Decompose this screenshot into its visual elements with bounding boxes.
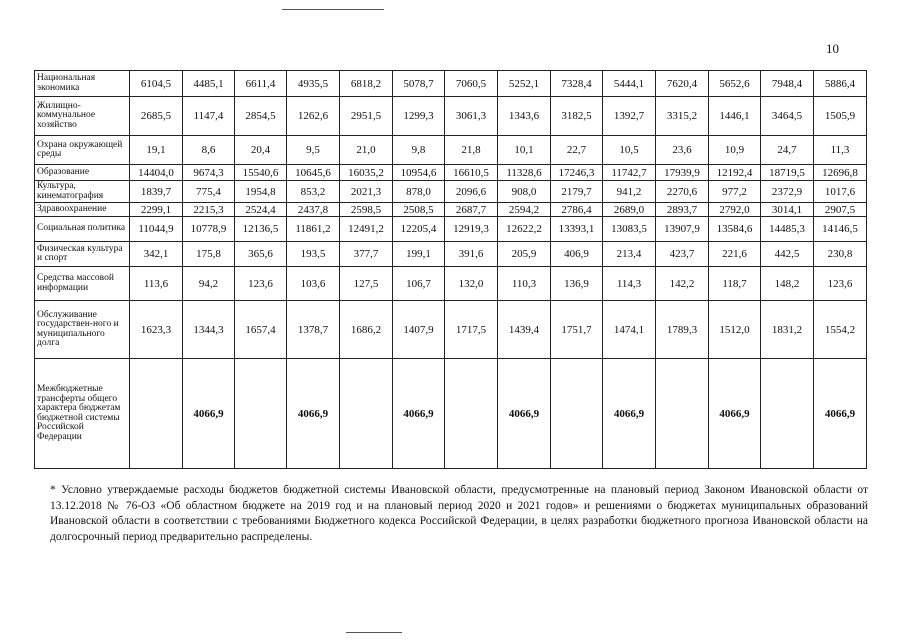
table-cell: 1512,0: [709, 301, 761, 359]
table-cell: 1446,1: [709, 97, 761, 136]
table-cell: 2792,0: [709, 203, 761, 217]
table-cell: 342,1: [130, 242, 183, 267]
table-cell: 5252,1: [498, 71, 551, 97]
table-cell: 205,9: [498, 242, 551, 267]
table-cell: 2179,7: [551, 181, 603, 203]
table-cell: 12622,2: [498, 217, 551, 242]
top-divider: [282, 9, 384, 10]
table-cell: 1717,5: [445, 301, 498, 359]
table-cell: 10,1: [498, 136, 551, 165]
table-cell: 110,3: [498, 267, 551, 301]
table-cell: 442,5: [761, 242, 814, 267]
table-cell: 1623,3: [130, 301, 183, 359]
table-cell: 15540,6: [235, 165, 287, 181]
table-cell: [551, 359, 603, 469]
table-cell: 13584,6: [709, 217, 761, 242]
table-cell: 2215,3: [183, 203, 235, 217]
row-label: Средства массовой информации: [35, 267, 130, 301]
table-cell: 18719,5: [761, 165, 814, 181]
row-label: Социальная политика: [35, 217, 130, 242]
table-cell: 106,7: [393, 267, 445, 301]
table-row: [35, 181, 867, 203]
table-cell: 2786,4: [551, 203, 603, 217]
table-cell: 21,0: [340, 136, 393, 165]
table-cell: 3464,5: [761, 97, 814, 136]
table-cell: 11742,7: [603, 165, 656, 181]
table-cell: 2598,5: [340, 203, 393, 217]
table-cell: 1686,2: [340, 301, 393, 359]
table-cell: 2270,6: [656, 181, 709, 203]
table-cell: 11044,9: [130, 217, 183, 242]
table-cell: 7060,5: [445, 71, 498, 97]
table-cell: 148,2: [761, 267, 814, 301]
table-cell: 4066,9: [183, 359, 235, 469]
table-cell: 1262,6: [287, 97, 340, 136]
table-body: [35, 71, 867, 469]
table-cell: 103,6: [287, 267, 340, 301]
table-cell: 1831,2: [761, 301, 814, 359]
table-cell: 377,7: [340, 242, 393, 267]
table-cell: 16610,5: [445, 165, 498, 181]
table-cell: 17246,3: [551, 165, 603, 181]
table-cell: 5652,6: [709, 71, 761, 97]
table-row: [35, 242, 867, 267]
table-cell: 406,9: [551, 242, 603, 267]
table-cell: 2437,8: [287, 203, 340, 217]
table-cell: 23,6: [656, 136, 709, 165]
table-cell: [656, 359, 709, 469]
table-cell: 1378,7: [287, 301, 340, 359]
table-row: [35, 301, 867, 359]
row-label: Национальная экономика: [35, 71, 130, 97]
row-label: Обслуживание государствен-ного и муниципального долга: [35, 301, 130, 359]
table-cell: 1554,2: [814, 301, 867, 359]
table-cell: 10778,9: [183, 217, 235, 242]
table-cell: 11,3: [814, 136, 867, 165]
table-cell: 4066,9: [393, 359, 445, 469]
table-cell: 2372,9: [761, 181, 814, 203]
row-label: Физическая культура и спорт: [35, 242, 130, 267]
table-cell: 423,7: [656, 242, 709, 267]
table-cell: 1147,4: [183, 97, 235, 136]
table-cell: 5886,4: [814, 71, 867, 97]
table-cell: 2299,1: [130, 203, 183, 217]
table-cell: 3061,3: [445, 97, 498, 136]
table-cell: 213,4: [603, 242, 656, 267]
table-cell: 6818,2: [340, 71, 393, 97]
table-cell: 1439,4: [498, 301, 551, 359]
table-cell: 1954,8: [235, 181, 287, 203]
row-label: Культура, кинематография: [35, 181, 130, 203]
table-cell: 221,6: [709, 242, 761, 267]
table-cell: 136,9: [551, 267, 603, 301]
table-cell: 14404,0: [130, 165, 183, 181]
table-cell: 13083,5: [603, 217, 656, 242]
table-row: [35, 359, 867, 469]
table-cell: 908,0: [498, 181, 551, 203]
table-cell: 14485,3: [761, 217, 814, 242]
table-cell: 3182,5: [551, 97, 603, 136]
table-cell: 1789,3: [656, 301, 709, 359]
table-row: [35, 165, 867, 181]
table-cell: 775,4: [183, 181, 235, 203]
table-cell: 24,7: [761, 136, 814, 165]
table-cell: 7948,4: [761, 71, 814, 97]
table-cell: 1343,6: [498, 97, 551, 136]
table-cell: 2524,4: [235, 203, 287, 217]
table-cell: 1474,1: [603, 301, 656, 359]
table-cell: 10,5: [603, 136, 656, 165]
table-cell: 123,6: [235, 267, 287, 301]
table-cell: 6611,4: [235, 71, 287, 97]
table-cell: 9,5: [287, 136, 340, 165]
table-cell: 3315,2: [656, 97, 709, 136]
table-cell: 11328,6: [498, 165, 551, 181]
table-cell: 2854,5: [235, 97, 287, 136]
table-cell: 2907,5: [814, 203, 867, 217]
table-cell: 9,8: [393, 136, 445, 165]
table-row: [35, 97, 867, 136]
table-cell: 4066,9: [287, 359, 340, 469]
table-cell: 10954,6: [393, 165, 445, 181]
table-cell: 1344,3: [183, 301, 235, 359]
table-cell: 12205,4: [393, 217, 445, 242]
table-cell: 14146,5: [814, 217, 867, 242]
table-cell: 7328,4: [551, 71, 603, 97]
table-row: [35, 267, 867, 301]
table-cell: 20,4: [235, 136, 287, 165]
table-cell: 3014,1: [761, 203, 814, 217]
table-cell: 1299,3: [393, 97, 445, 136]
table-cell: 142,2: [656, 267, 709, 301]
table-cell: 1505,9: [814, 97, 867, 136]
table-cell: [130, 359, 183, 469]
table-row: [35, 203, 867, 217]
table-cell: 12491,2: [340, 217, 393, 242]
table-cell: 12136,5: [235, 217, 287, 242]
table-cell: 1751,7: [551, 301, 603, 359]
table-cell: 2951,5: [340, 97, 393, 136]
table-cell: 2687,7: [445, 203, 498, 217]
table-cell: 941,2: [603, 181, 656, 203]
table-cell: 853,2: [287, 181, 340, 203]
table-cell: 193,5: [287, 242, 340, 267]
row-label: Охрана окружающей среды: [35, 136, 130, 165]
table-cell: 199,1: [393, 242, 445, 267]
table-cell: 8,6: [183, 136, 235, 165]
table-cell: 977,2: [709, 181, 761, 203]
table-cell: 4066,9: [603, 359, 656, 469]
table-cell: 12919,3: [445, 217, 498, 242]
table-cell: 1392,7: [603, 97, 656, 136]
table-cell: 17939,9: [656, 165, 709, 181]
row-label: Образование: [35, 165, 130, 181]
table-cell: 4066,9: [498, 359, 551, 469]
table-cell: 5078,7: [393, 71, 445, 97]
table-cell: 1657,4: [235, 301, 287, 359]
table-cell: 1839,7: [130, 181, 183, 203]
table-cell: 1407,9: [393, 301, 445, 359]
table-cell: [340, 359, 393, 469]
table-cell: 4485,1: [183, 71, 235, 97]
row-label: Здравоохранение: [35, 203, 130, 217]
table-cell: 4066,9: [709, 359, 761, 469]
bottom-divider: [346, 632, 402, 633]
table-cell: [445, 359, 498, 469]
table-cell: 16035,2: [340, 165, 393, 181]
table-cell: 2021,3: [340, 181, 393, 203]
table-cell: 4066,9: [814, 359, 867, 469]
table-cell: 6104,5: [130, 71, 183, 97]
row-label: Жилищно-коммунальное хозяйство: [35, 97, 130, 136]
footnote: * Условно утверждаемые расходы бюджетов бюджетной системы Ивановской области, предусмотренные на плановый период Законом Ивановской области от 13.12.2018 № 76-ОЗ «Об областном бюджете на 2019 год и на плановый период 2020 и 2021 годов» и решениями о бюджетах муниципальных образований Ивановской области в соответствии с требованиями Бюджетного кодекса Российской Федерации, в целях разработки бюджетного прогноза Ивановской области на долгосрочный период предварительно распределены.: [50, 484, 868, 543]
table-cell: 2508,5: [393, 203, 445, 217]
table-cell: 2689,0: [603, 203, 656, 217]
table-cell: 365,6: [235, 242, 287, 267]
table-cell: 230,8: [814, 242, 867, 267]
table-cell: 19,1: [130, 136, 183, 165]
table-cell: 2096,6: [445, 181, 498, 203]
table-cell: [761, 359, 814, 469]
row-label: Межбюджетные трансферты общего характера бюджетам бюджетной системы Российской Федерации: [35, 359, 130, 469]
table-cell: 175,8: [183, 242, 235, 267]
table-cell: 2594,2: [498, 203, 551, 217]
table-cell: 2893,7: [656, 203, 709, 217]
table-cell: 94,2: [183, 267, 235, 301]
table-cell: 5444,1: [603, 71, 656, 97]
table-cell: 13393,1: [551, 217, 603, 242]
table-row: [35, 71, 867, 97]
table-cell: 2685,5: [130, 97, 183, 136]
table-row: [35, 217, 867, 242]
table-cell: 22,7: [551, 136, 603, 165]
budget-table: [34, 70, 867, 469]
table-cell: 12192,4: [709, 165, 761, 181]
page-number: 10: [826, 41, 839, 56]
table-cell: 9674,3: [183, 165, 235, 181]
table-cell: 21,8: [445, 136, 498, 165]
table-cell: 4935,5: [287, 71, 340, 97]
table-cell: 10,9: [709, 136, 761, 165]
table-cell: 113,6: [130, 267, 183, 301]
table-row: [35, 136, 867, 165]
table-cell: 114,3: [603, 267, 656, 301]
table-cell: 127,5: [340, 267, 393, 301]
table-cell: 118,7: [709, 267, 761, 301]
table-cell: 132,0: [445, 267, 498, 301]
table-cell: 13907,9: [656, 217, 709, 242]
table-cell: 123,6: [814, 267, 867, 301]
table-cell: 391,6: [445, 242, 498, 267]
table-cell: 11861,2: [287, 217, 340, 242]
table-cell: 1017,6: [814, 181, 867, 203]
table-cell: 12696,8: [814, 165, 867, 181]
table-cell: 878,0: [393, 181, 445, 203]
table-cell: 7620,4: [656, 71, 709, 97]
table-cell: [235, 359, 287, 469]
table-cell: 10645,6: [287, 165, 340, 181]
